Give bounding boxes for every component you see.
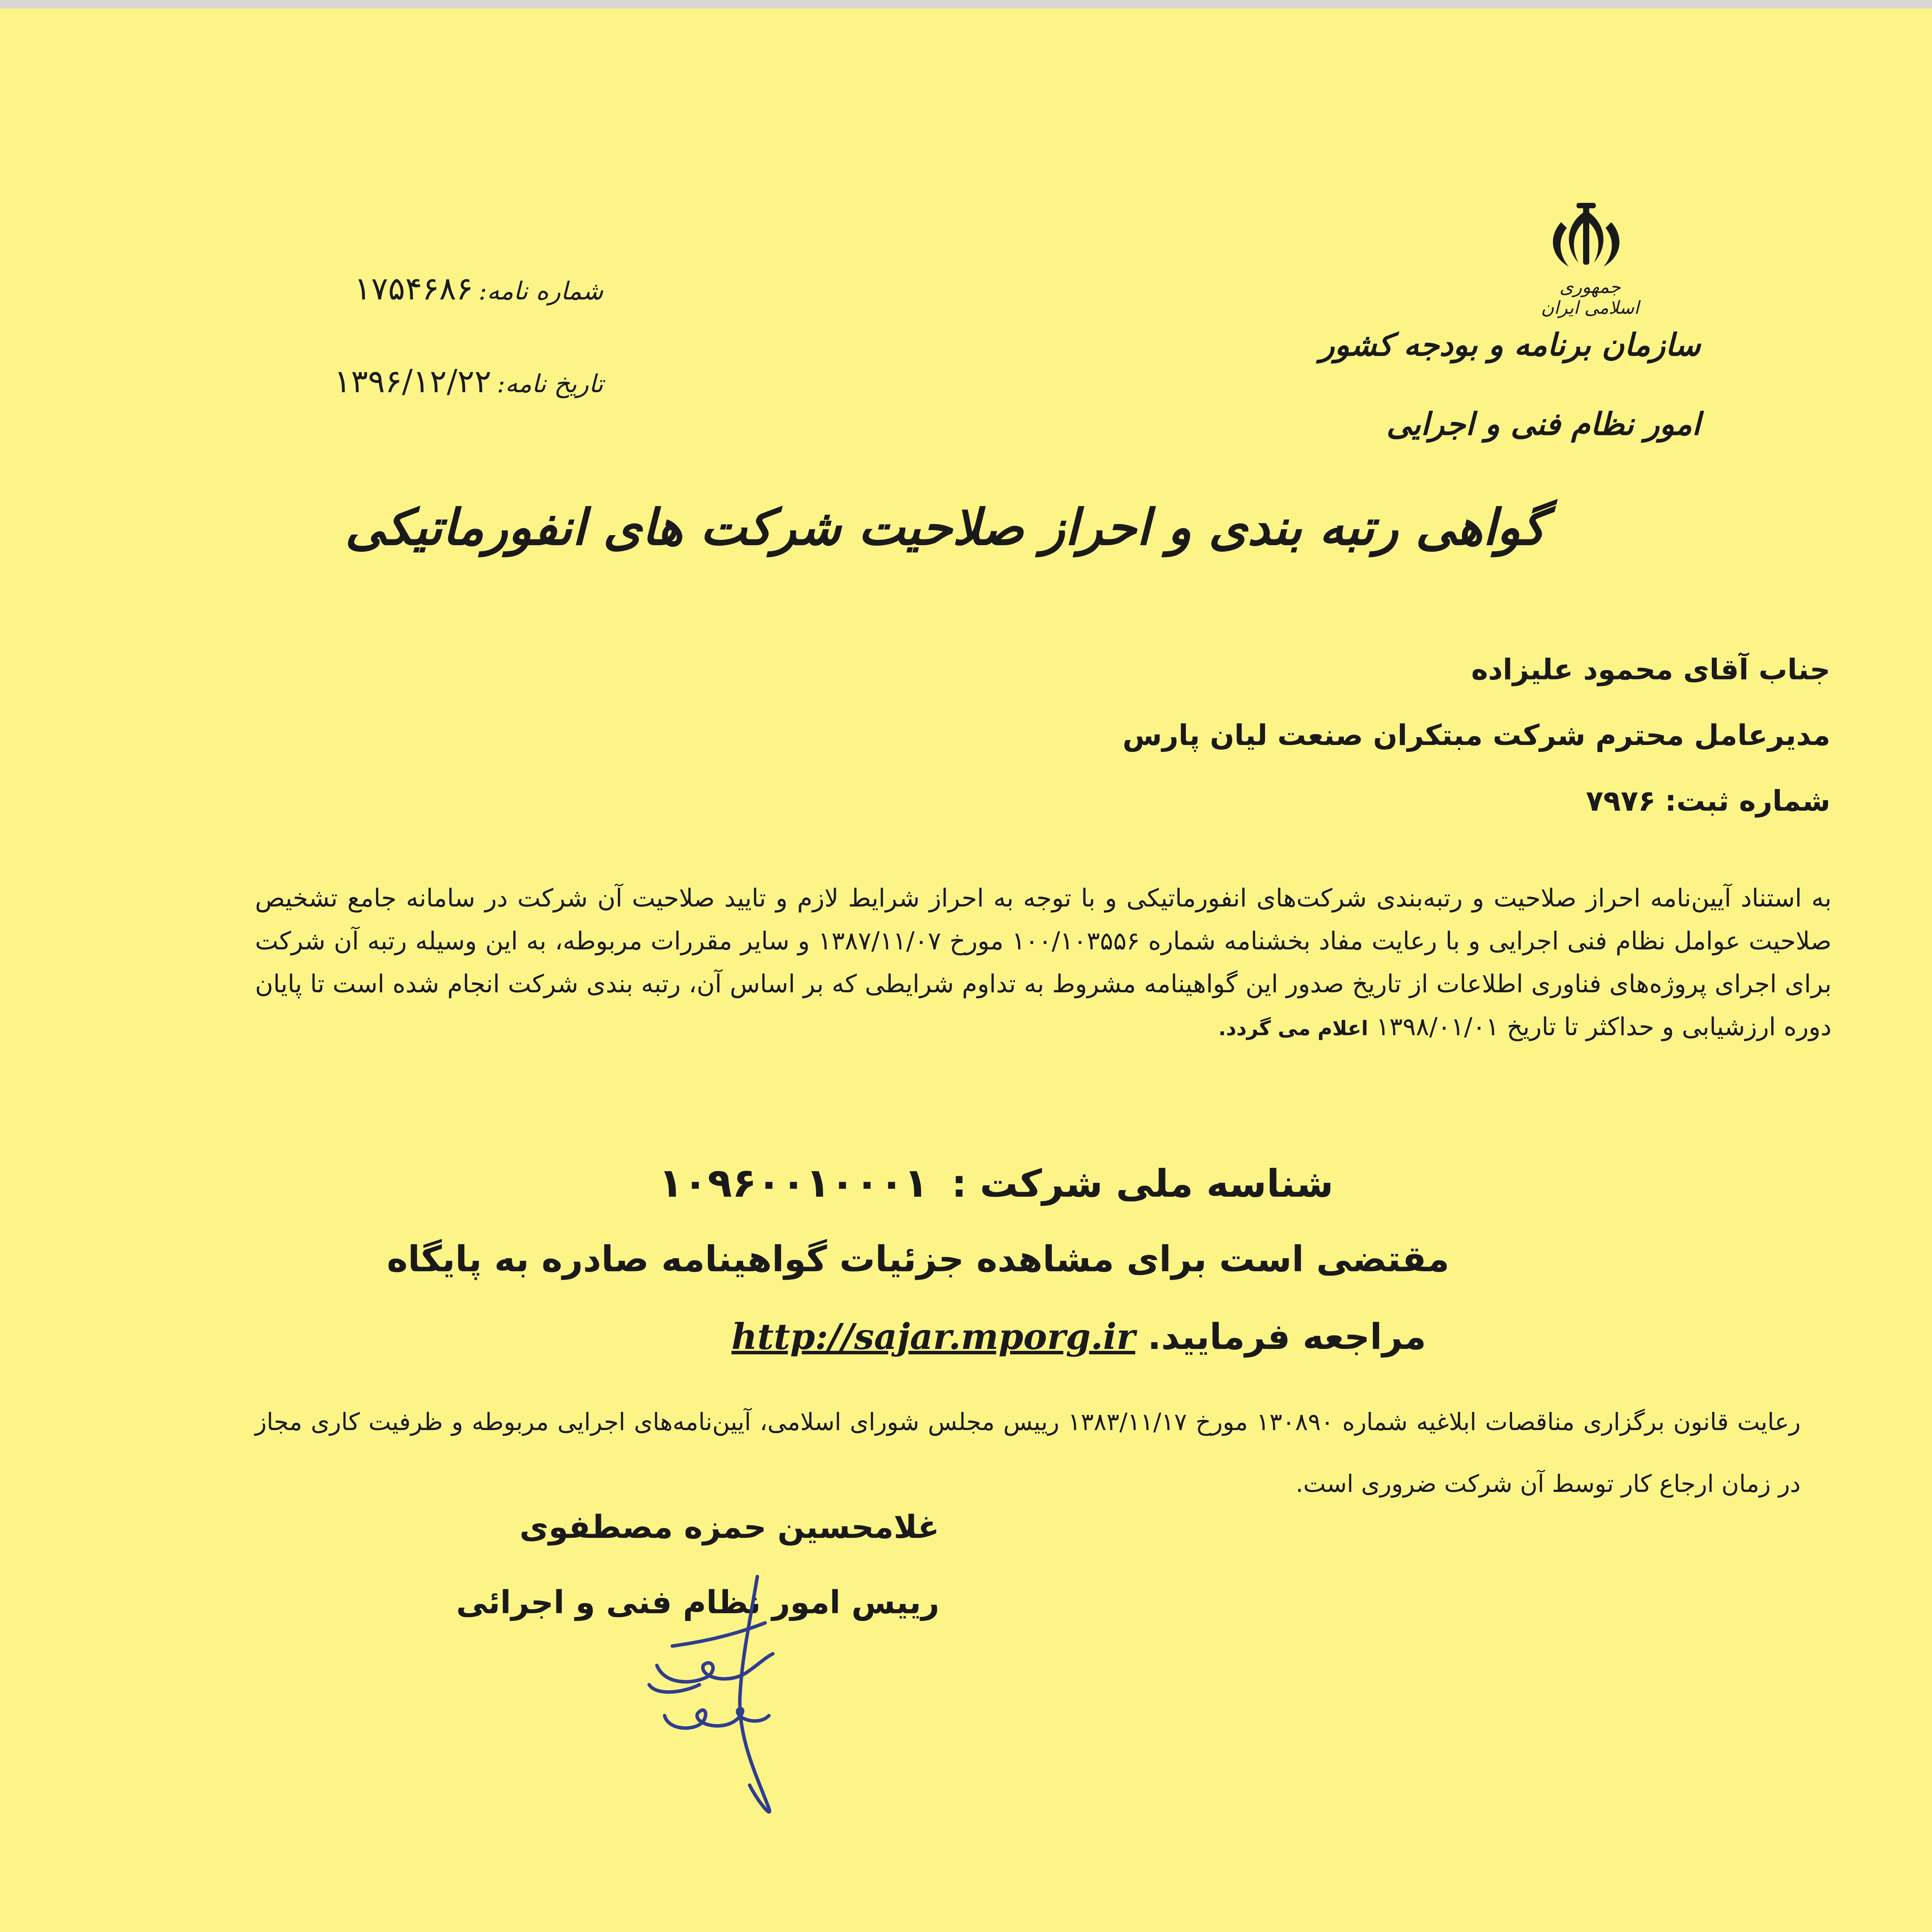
emblem-caption: جمهوری اسلامی ایران bbox=[1541, 276, 1639, 318]
letter-date: ۱۳۹۶/۱۲/۲۲ bbox=[334, 363, 492, 400]
handwritten-signature-icon bbox=[641, 1569, 858, 1839]
national-id-label: شناسه ملی شرکت : bbox=[951, 1162, 1333, 1206]
org-name: سازمان برنامه و بودجه کشور bbox=[1320, 327, 1701, 363]
sajar-link[interactable]: http://sajar.mporg.ir bbox=[731, 1316, 1136, 1357]
signatory-title: رییس امور نظام فنی و اجرائی bbox=[456, 1584, 939, 1621]
scan-top-edge bbox=[0, 0, 1932, 9]
recipient-line-1: جناب آقای محمود علیزاده bbox=[1471, 653, 1830, 686]
law-paragraph: رعایت قانون برگزاری مناقصات ابلاغیه شماره ۱۳۰۸۹۰ مورخ ۱۳۸۳/۱۱/۱۷ رییس مجلس شورای اسلامی، آیین‌نامه‌های اجرایی مربوطه و ظرفیت کاری مجاز در زمان ارجاع کار توسط آن شرکت ضروری است. bbox=[255, 1408, 1801, 1498]
org-department: امور نظام فنی و اجرایی bbox=[1386, 406, 1701, 442]
national-id-value: ۱۰۹۶۰۰۱۰۰۰۱ bbox=[658, 1159, 929, 1206]
registration-row bbox=[1586, 784, 1830, 818]
body-text-end: اعلام می گردد. bbox=[1218, 1017, 1368, 1040]
body-text: به استناد آیین‌نامه احراز صلاحیت و رتبه‌بندی شرکت‌های انفورماتیکی و با توجه به احراز شرایط لازم و تایید صلاحیت آن شرکت در سامانه جامع تشخیص صلاحیت عوامل نظام فنی اجرایی و با رعایت مفاد بخشنامه شماره ۱۰۰/۱۰۳۵۵۶ مورخ ۱۳۸۷/۱۱/۰۷ و سایر مقررات مربوطه، به این وسیله رتبه آن شرکت برای اجرای پروژه‌های فناوری اطلاعات از تاریخ صدور این گواهینامه مشروط به تداوم شرایطی که بر اساس آن، رتبه بندی شرکت انجام شده است تا پایان دوره ارزشیابی و حداکثر تا تاریخ ۱۳۹۸/۰۱/۰۱ bbox=[255, 884, 1832, 1041]
letter-date-row bbox=[334, 363, 603, 400]
notice-end: مراجعه فرمایید. bbox=[1148, 1316, 1426, 1357]
letter-number: ۱۷۵۴۶۸۶ bbox=[354, 270, 473, 307]
registration-number: ۷۹۷۶ bbox=[1586, 784, 1656, 818]
letter-number-label: شماره نامه: bbox=[478, 277, 603, 306]
notice-line-1: مقتضی است برای مشاهده جزئیات گواهینامه صادره به پایگاه bbox=[387, 1238, 1449, 1280]
body-paragraph bbox=[255, 877, 1832, 1050]
letter-date-label: تاریخ نامه: bbox=[497, 370, 603, 398]
certificate-title: گواهی رتبه بندی و احراز صلاحیت شرکت های انفورماتیکی bbox=[345, 498, 1546, 556]
notice-line-2 bbox=[716, 1316, 1426, 1357]
letter-number-row bbox=[354, 270, 603, 307]
recipient-line-2: مدیرعامل محترم شرکت مبتکران صنعت لیان پارس bbox=[1122, 719, 1830, 752]
signatory-name: غلامحسین حمزه مصطفوی bbox=[519, 1509, 939, 1546]
national-id-row bbox=[658, 1159, 1333, 1206]
registration-label: شماره ثبت: bbox=[1665, 784, 1830, 818]
